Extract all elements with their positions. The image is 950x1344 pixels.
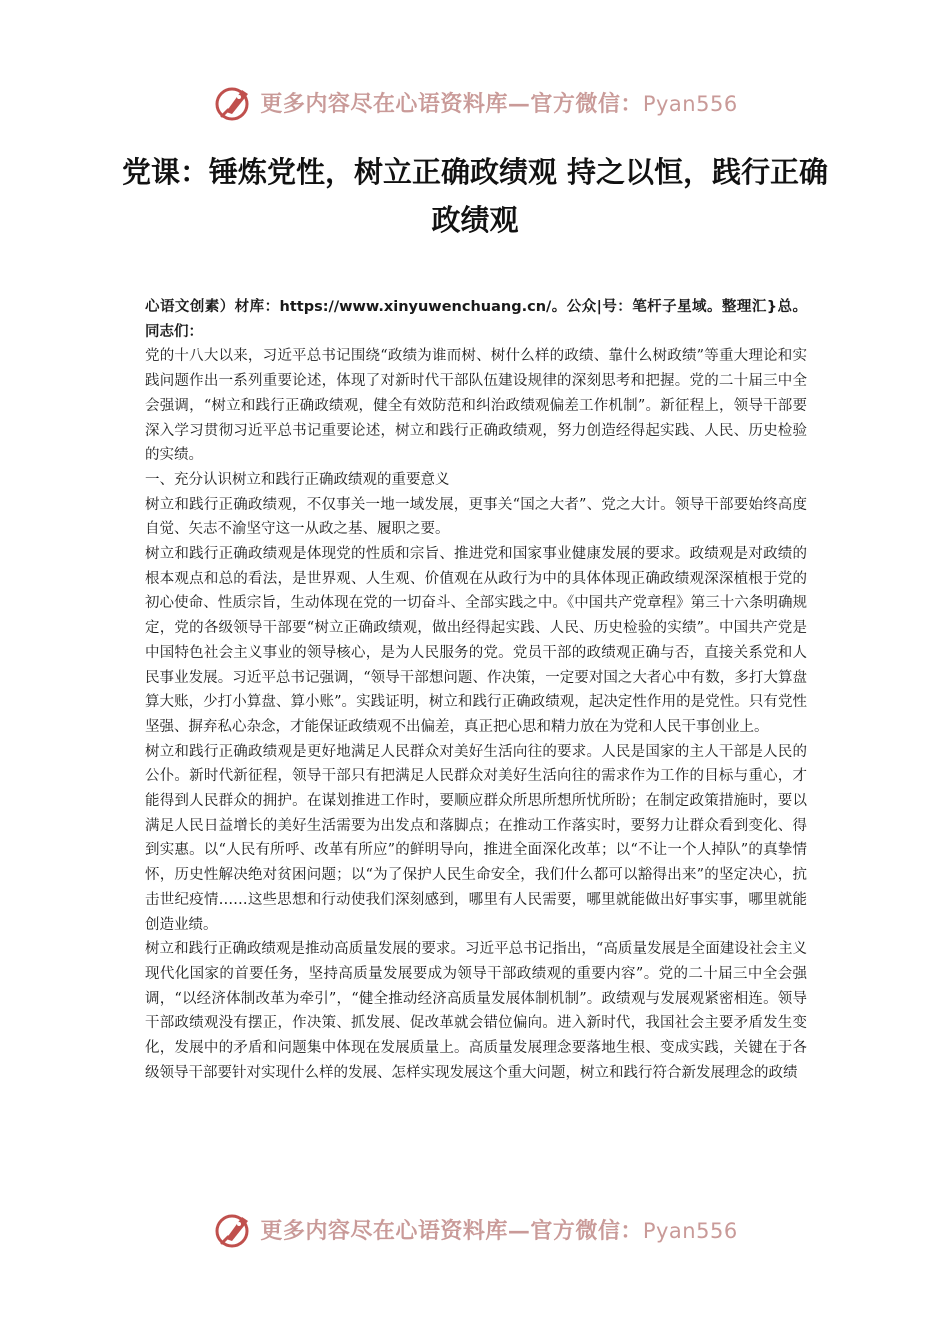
banner-slogan: 更多内容尽在心语资料库—官方微信： xyxy=(260,90,643,117)
paragraph: 树立和践行正确政绩观是更好地满足人民群众对美好生活向往的要求。人民是国家的主人干部是人民的公仆。新时代新征程，领导干部只有把满足人民群众对美好生活向往的需求作为工作的目标与重心，才能得到人民群众的拥护。在谋划推进工作时，要顺应群众所思所想所忧所盼；在制定政策措施时，要以满足人民日益增长的美好生活需要为出发点和落脚点；在推动工作落实时，要努力让群众看到变化、得到实惠。以“人民有所呼、改革有所应”的鲜明导向，推进全面深化改革；以“不让一个人掉队”的真挚情怀，历史性解决绝对贫困问题；以“为了保护人民生命安全，我们什么都可以豁得出来”的坚定决心，抗击世纪疫情……这些思想和行动使我们深刻感到，哪里有人民需要，哪里就能做出好事实事，哪里就能创造业绩。 xyxy=(145,743,807,933)
banner-text xyxy=(260,1214,737,1245)
paragraph: 树立和践行正确政绩观是推动高质量发展的要求。习近平总书记指出，“高质量发展是全面建设社会主义现代化国家的首要任务，坚持高质量发展要成为领导干部政绩观的重要内容”。党的二十届三中全会强调，“以经济体制改革为牵引”，“健全推动经济高质量发展体制机制”。政绩观与发展观紧密相连。领导干部政绩观没有摆正，作决策、抓发展、促改革就会错位偏向。进入新时代，我国社会主要矛盾发生变化，发展中的矛盾和问题集中体现在发展质量上。高质量发展理念要落地生根、变成实践，关键在于各级领导干部要针对实现什么样的发展、怎样实现发展这个重大问题，树立和践行符合新发展理念的政绩 xyxy=(145,941,807,1081)
intro-line: 心语文创素）材库：https://www.xinyuwenchuang.cn/。公众|号：笔杆子星域。整理汇}总。同志们： xyxy=(145,299,807,340)
pen-nib-logo-icon xyxy=(212,1207,256,1251)
header-banner xyxy=(0,80,950,124)
paragraph: 树立和践行正确政绩观，不仅事关一地一域发展，更事关“国之大者”、党之大计。领导干部要始终高度自觉、矢志不渝坚守这一从政之基、履职之要。 xyxy=(145,496,807,538)
banner-slogan: 更多内容尽在心语资料库—官方微信： xyxy=(260,1217,643,1244)
paragraph: 树立和践行正确政绩观是体现党的性质和宗旨、推进党和国家事业健康发展的要求。政绩观是对政绩的根本观点和总的看法，是世界观、人生观、价值观在从政行为中的具体体现正确政绩观深深植根于党的初心使命、性质宗旨，生动体现在党的一切奋斗、全部实践之中。《中国共产党章程》第三十六条明确规定，党的各级领导干部要“树立正确政绩观，做出经得起实践、人民、历史检验的实绩”。中国共产党是中国特色社会主义事业的领导核心，是为人民服务的党。党员干部的政绩观正确与否，直接关系党和人民事业发展。习近平总书记强调，“领导干部想问题、作决策，一定要对国之大者心中有数，多打大算盘算大账，少打小算盘、算小账”。实践证明，树立和践行正确政绩观，起决定性作用的是党性。只有党性坚强、摒弃私心杂念，才能保证政绩观不出偏差，真正把心思和精力放在为党和人民干事创业上。 xyxy=(145,546,807,735)
paragraph: 党的十八大以来，习近平总书记围绕“政绩为谁而树、树什么样的政绩、靠什么树政绩”等重大理论和实践问题作出一系列重要论述，体现了对新时代干部队伍建设规律的深刻思考和把握。党的二十届三中全会强调，“树立和践行正确政绩观，健全有效防范和纠治政绩观偏差工作机制”。新征程上，领导干部要深入学习贯彻习近平总书记重要论述，树立和践行正确政绩观，努力创造经得起实践、人民、历史检验的实绩。 xyxy=(145,348,807,464)
banner-handle: Pyan556 xyxy=(642,91,738,116)
pen-nib-logo-icon xyxy=(212,80,256,124)
banner-text xyxy=(260,87,737,118)
document-body xyxy=(145,295,807,1086)
section-heading: 一、充分认识树立和践行正确政绩观的重要意义 xyxy=(145,471,450,488)
footer-banner xyxy=(0,1207,950,1251)
banner-handle: Pyan556 xyxy=(642,1218,738,1243)
document-title: 党课：锤炼党性，树立正确政绩观 持之以恒，践行正确政绩观 xyxy=(121,155,829,237)
